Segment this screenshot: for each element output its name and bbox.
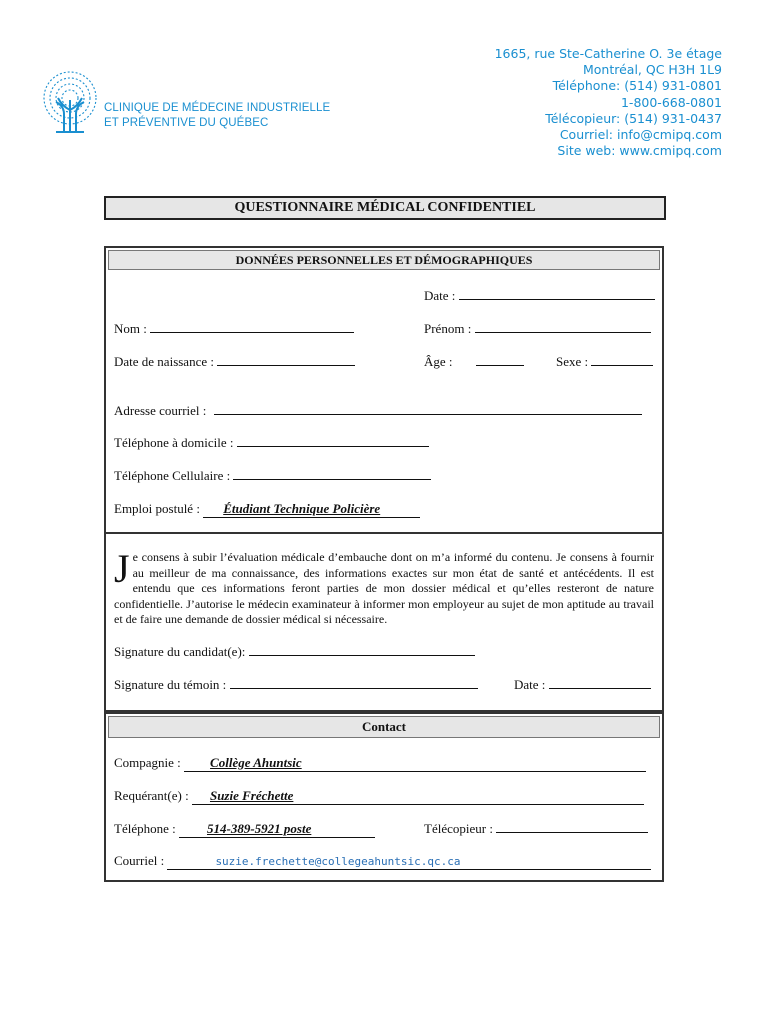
nom-field[interactable] — [114, 321, 354, 337]
signature-temoin-label: Signature du témoin : — [114, 677, 227, 692]
tollfree-line: 1-800-668-0801 — [620, 94, 722, 110]
requerant-line[interactable] — [192, 788, 644, 805]
age-line[interactable] — [476, 354, 524, 366]
address-line: Montréal, QC H3H 1L9 — [582, 62, 722, 78]
clinic-name — [104, 101, 330, 131]
phone-line: Téléphone: (514) 931-0801 — [552, 78, 722, 94]
prenom-label: Prénom : — [424, 321, 472, 336]
signature-temoin-field[interactable] — [114, 677, 478, 693]
requerant-value: Suzie Fréchette — [209, 788, 294, 803]
naissance-field[interactable] — [114, 354, 355, 370]
courriel-contact-value: suzie.frechette@collegeahuntsic.qc.ca — [215, 855, 461, 868]
temoin-date-line[interactable] — [549, 677, 651, 689]
prenom-line[interactable] — [475, 321, 651, 333]
courriel-label: Adresse courriel : — [114, 403, 207, 418]
nom-line[interactable] — [150, 321, 354, 333]
age-label: Âge : — [424, 354, 453, 369]
prenom-field[interactable] — [424, 321, 651, 337]
consent-dropcap: J — [114, 546, 130, 591]
contact-section — [104, 712, 664, 882]
clinic-name-line2: ET PRÉVENTIVE DU QUÉBEC — [104, 117, 269, 129]
temoin-date-field[interactable] — [514, 677, 651, 693]
date-line[interactable] — [459, 288, 655, 300]
fax-line: Télécopieur: (514) 931-0437 — [545, 110, 722, 126]
emploi-line[interactable] — [203, 501, 420, 518]
signature-temoin-line[interactable] — [230, 677, 478, 689]
consent-section — [104, 534, 664, 712]
signature-candidat-label: Signature du candidat(e): — [114, 644, 246, 659]
personal-data-section — [104, 246, 664, 534]
age-field[interactable] — [424, 354, 524, 370]
website-line: Site web: www.cmipq.com — [557, 143, 722, 159]
clinic-name-line1: CLINIQUE DE MÉDECINE INDUSTRIELLE — [104, 102, 331, 114]
tel-cellulaire-label: Téléphone Cellulaire : — [114, 468, 231, 483]
signature-candidat-field[interactable] — [114, 644, 475, 660]
telecopieur-line[interactable] — [496, 821, 648, 833]
tel-domicile-field[interactable] — [114, 435, 429, 451]
form-title: QUESTIONNAIRE MÉDICAL CONFIDENTIEL — [104, 196, 666, 220]
contact-header: Contact — [108, 716, 660, 738]
consent-paragraph: e consens à subir l’évaluation médicale d’embauche dont on m’a informé du contenu. Je consens à fournir au meilleur de ma connaissance, des informations exactes sur mon état de santé et antécédents. Il est entendu que ces informations feront parties de mon dossier médical et qu’elles resteront de nature confidentielle. J’autorise le médecin examinateur à informer mon employeur au sujet de mon aptitude au travail et de faire une demande de dossier médical si nécessaire. — [114, 550, 654, 626]
clinic-address-block — [495, 46, 722, 159]
courriel-field[interactable] — [114, 403, 642, 419]
nom-label: Nom : — [114, 321, 147, 336]
personal-data-header: DONNÉES PERSONNELLES ET DÉMOGRAPHIQUES — [108, 250, 660, 270]
telephone-value: 514-389-5921 poste — [206, 821, 312, 836]
tel-domicile-line[interactable] — [237, 435, 429, 447]
compagnie-label: Compagnie : — [114, 755, 181, 770]
clinic-tree-logo — [38, 70, 102, 136]
telephone-line[interactable] — [179, 821, 375, 838]
sexe-field[interactable] — [556, 354, 653, 370]
requerant-field[interactable] — [114, 788, 644, 805]
temoin-date-label: Date : — [514, 677, 546, 692]
date-field[interactable] — [424, 288, 655, 304]
naissance-label: Date de naissance : — [114, 354, 214, 369]
compagnie-value: Collège Ahuntsic — [210, 755, 302, 770]
emploi-label: Emploi postulé : — [114, 501, 200, 516]
date-label: Date : — [424, 288, 456, 303]
courriel-line[interactable] — [214, 403, 642, 415]
naissance-line[interactable] — [217, 354, 355, 366]
emploi-value: Étudiant Technique Policière — [223, 501, 381, 516]
courriel-contact-line[interactable] — [167, 853, 651, 870]
emploi-field[interactable] — [114, 501, 420, 518]
requerant-label: Requérant(e) : — [114, 788, 189, 803]
tel-domicile-label: Téléphone à domicile : — [114, 435, 234, 450]
compagnie-field[interactable] — [114, 755, 646, 772]
tel-cellulaire-field[interactable] — [114, 468, 431, 484]
signature-candidat-line[interactable] — [249, 644, 475, 656]
courriel-contact-label: Courriel : — [114, 853, 165, 868]
compagnie-line[interactable] — [184, 755, 646, 772]
sexe-line[interactable] — [591, 354, 653, 366]
tel-cellulaire-line[interactable] — [233, 468, 431, 480]
telecopieur-label: Télécopieur : — [424, 821, 493, 836]
courriel-contact-field[interactable] — [114, 853, 651, 870]
telecopieur-field[interactable] — [424, 821, 648, 837]
consent-text — [114, 546, 654, 628]
telephone-field[interactable] — [114, 821, 375, 838]
email-line: Courriel: info@cmipq.com — [559, 127, 722, 143]
address-line: 1665, rue Ste-Catherine O. 3e étage — [494, 46, 722, 61]
sexe-label: Sexe : — [556, 354, 589, 369]
telephone-label: Téléphone : — [114, 821, 176, 836]
